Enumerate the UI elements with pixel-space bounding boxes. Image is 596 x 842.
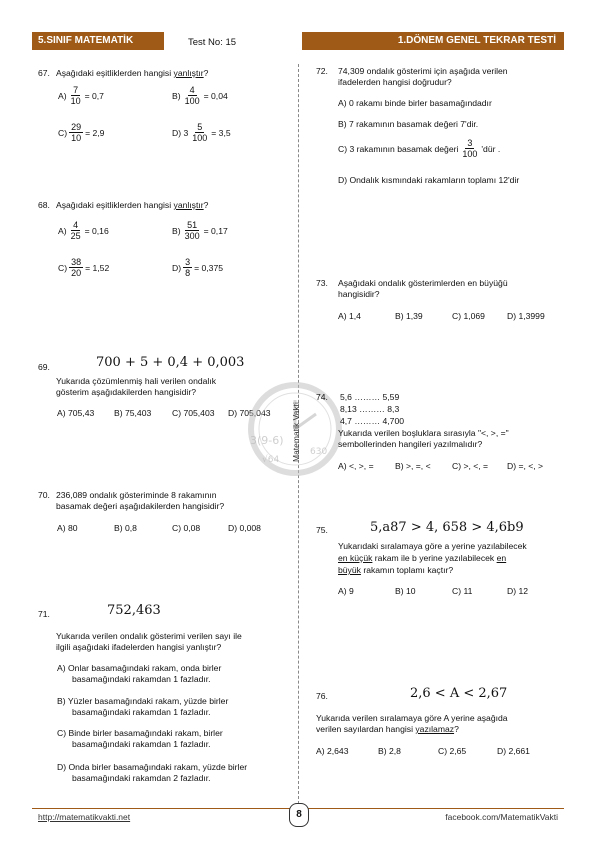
question-line-2: ilgili aşağıdaki ifadelerden hangisi yanlıştır?: [56, 642, 222, 652]
option-label: C): [58, 262, 68, 273]
header-title: 1.DÖNEM GENEL TEKRAR TESTİ: [302, 32, 564, 50]
denominator: 10: [70, 96, 81, 106]
question-number: 70.: [38, 490, 50, 500]
question-line-2: verilen sayılardan hangisi yazılamaz?: [316, 724, 459, 734]
question-text: Aşağıdaki eşitliklerden hangisi yanlıştır?: [56, 68, 209, 78]
question-text-emphasis: yanlıştır: [173, 68, 204, 78]
option-b[interactable]: B) 75,403: [114, 408, 152, 418]
question-number: 76.: [316, 691, 328, 701]
expression: 5,a87 > 4, 658 > 4,6b9: [370, 520, 524, 535]
option-d[interactable]: D) 1,3999: [507, 311, 545, 321]
option-d[interactable]: D) Ondalık kısmındaki rakamların toplamı 12'dir: [338, 175, 520, 185]
option-a[interactable]: A) 705,43: [57, 408, 95, 418]
option-value: = 0,04: [203, 90, 228, 101]
question-text-main: Aşağıdaki eşitliklerden hangisi: [56, 68, 172, 78]
whole-part: 3: [183, 127, 189, 138]
emphasis-largest: büyük: [338, 565, 361, 575]
fraction: [69, 220, 83, 241]
question-line-1: 74,309 ondalık gösterimi için aşağıda verilen: [338, 66, 508, 76]
line-text: rakam ile b yerine yazılabilecek: [374, 553, 495, 563]
question-line-1: Yukarıda verilen ondalık gösterimi verilen sayı ile: [56, 631, 242, 641]
option-b[interactable]: B) 0,8: [114, 523, 137, 533]
question-line-1: Aşağıdaki ondalık gösterimlerden en büyüğü: [338, 278, 508, 288]
option-a[interactable]: A) Onlar basamağındaki rakam, onda birler: [57, 663, 222, 673]
denominator: 10: [71, 133, 82, 143]
question-line-2: hangisidir?: [338, 289, 380, 299]
option-c[interactable]: [58, 257, 109, 278]
option-a[interactable]: A) 9: [338, 586, 354, 596]
option-b[interactable]: B) 1,39: [395, 311, 423, 321]
option-c[interactable]: C) 2,65: [438, 746, 467, 756]
option-value: = 0,375: [194, 262, 224, 273]
question-text-emphasis: yanlıştır: [173, 200, 204, 210]
option-a-cont: basamağındaki rakamdan 1 fazladır.: [72, 674, 211, 684]
numerator: 3: [185, 257, 191, 267]
option-b[interactable]: B) 2,8: [378, 746, 401, 756]
option-value: = 2,9: [85, 127, 105, 138]
fraction: [69, 257, 83, 278]
question-number: 74.: [316, 392, 328, 402]
header-subject: 5.SINIF MATEMATİK: [32, 32, 164, 50]
question-line-1: Yukarıda çözümlenmiş hali verilen ondalık: [56, 376, 217, 386]
option-label: C): [58, 127, 68, 138]
fraction: [69, 122, 83, 143]
numerator: 5: [197, 122, 203, 132]
option-a[interactable]: A) 0 rakamı binde birler basamağındadır: [338, 98, 492, 108]
denominator: 300: [184, 231, 200, 241]
option-b[interactable]: B) 7 rakamının basamak değeri 7'dir.: [338, 119, 479, 129]
denominator: 100: [462, 149, 478, 159]
option-b[interactable]: B) >, =, <: [395, 461, 431, 471]
numerator: 38: [71, 257, 82, 267]
expression: 2,6 < A < 2,67: [410, 686, 508, 701]
footer-website-link[interactable]: http://matematikvakti.net: [38, 812, 131, 822]
denominator: 100: [184, 96, 200, 106]
option-d[interactable]: D) 12: [507, 586, 529, 596]
option-value: = 3,5: [211, 127, 231, 138]
question-number: 73.: [316, 278, 328, 288]
question-text-main: Aşağıdaki eşitliklerden hangisi: [56, 200, 172, 210]
option-d[interactable]: D) 0,008: [228, 523, 261, 533]
numerator: 3: [467, 138, 473, 148]
option-value: = 0,16: [84, 225, 109, 236]
option-b[interactable]: [172, 85, 228, 106]
fraction: [69, 85, 83, 106]
option-d[interactable]: D) Onda birler basamağındaki rakam, yüzde birler: [57, 762, 248, 772]
option-label: A): [58, 225, 67, 236]
fraction: [460, 138, 479, 159]
svg-text:630: 630: [310, 447, 328, 457]
numerator: 7: [73, 85, 79, 95]
option-a[interactable]: A) 80: [57, 523, 78, 533]
option-c[interactable]: C) 0,08: [172, 523, 201, 533]
option-d[interactable]: D) 705,043: [228, 408, 271, 418]
emphasis-cannot: yazılamaz: [415, 724, 455, 734]
option-c-cont: basamağındaki rakamdan 1 fazladır.: [72, 739, 211, 749]
question-line-2: basamak değeri aşağıdakilerden hangisidir?: [56, 501, 225, 511]
option-label: A): [58, 90, 67, 101]
option-a[interactable]: A) 2,643: [316, 746, 349, 756]
question-number: 71.: [38, 609, 50, 619]
watermark-label: Matematik Vakti: [291, 402, 301, 462]
test-number: Test No: 15: [188, 37, 237, 48]
option-b[interactable]: B) Yüzler basamağındaki rakam, yüzde birler: [57, 696, 229, 706]
denominator: 8: [185, 268, 191, 278]
footer-social: facebook.com/MatematikVakti: [445, 812, 558, 822]
option-d[interactable]: D) =, <, >: [507, 461, 544, 471]
option-d[interactable]: [172, 122, 231, 143]
option-label: D): [172, 262, 182, 273]
emphasis-smallest: en küçük: [338, 553, 373, 563]
option-b-cont: basamağındaki rakamdan 1 fazladır.: [72, 707, 211, 717]
question-line-1: Yukarıdaki sıralamaya göre a yerine yazılabilecek: [338, 541, 527, 551]
option-b[interactable]: B) 10: [395, 586, 416, 596]
option-d[interactable]: D) 2,661: [497, 746, 530, 756]
watermark-logo: [240, 374, 350, 484]
svg-text:√64: √64: [262, 455, 280, 465]
question-line-2: ifadelerden hangisi doğrudur?: [338, 77, 452, 87]
question-line-2: gösterim aşağıdakilerden hangisidir?: [56, 387, 196, 397]
option-c[interactable]: [338, 138, 500, 159]
numerator: 51: [187, 220, 198, 230]
option-b[interactable]: [172, 220, 228, 241]
expression: 700 + 5 + 0,4 + 0,003: [96, 355, 245, 370]
fraction: [183, 257, 192, 278]
question-line-2: sembollerinden hangileri yazılmalıdır?: [338, 439, 483, 449]
option-c[interactable]: C) >, <, =: [452, 461, 489, 471]
option-c[interactable]: C) 11: [452, 586, 473, 596]
option-c[interactable]: C) Binde birler basamağındaki rakam, birler: [57, 728, 223, 738]
question-text: Aşağıdaki eşitliklerden hangisi yanlıştır?: [56, 200, 209, 210]
option-value: = 1,52: [85, 262, 110, 273]
option-c[interactable]: C) 1,069: [452, 311, 485, 321]
option-a[interactable]: A) <, >, =: [338, 461, 374, 471]
option-text-end: 'dür .: [481, 143, 501, 154]
option-label: D): [172, 127, 182, 138]
comparison-row-3: 4,7 ……… 4,700: [340, 416, 405, 426]
numerator: 4: [189, 85, 195, 95]
question-line-1: 236,089 ondalık gösteriminde 8 rakamının: [56, 490, 217, 500]
svg-text:3(9-6): 3(9-6): [250, 434, 284, 447]
expression: 752,463: [107, 603, 161, 618]
line-text: rakamın toplamı kaçtır?: [363, 565, 454, 575]
comparison-row-2: 8,13 ……… 8,3: [340, 404, 400, 414]
numerator: 29: [71, 122, 82, 132]
numerator: 4: [73, 220, 79, 230]
option-a[interactable]: A) 1,4: [338, 311, 361, 321]
question-number: 69.: [38, 362, 50, 372]
fraction: [183, 85, 202, 106]
denominator: 20: [71, 268, 82, 278]
option-d[interactable]: [172, 257, 223, 278]
denominator: 25: [70, 231, 81, 241]
option-value: = 0,17: [203, 225, 228, 236]
question-number: 68.: [38, 200, 50, 210]
option-label: B): [172, 90, 181, 101]
option-c[interactable]: [58, 122, 104, 143]
option-label: B): [172, 225, 181, 236]
question-number: 75.: [316, 525, 328, 535]
option-value: = 0,7: [84, 90, 104, 101]
option-text: C) 3 rakamının basamak değeri: [338, 143, 459, 154]
question-number: 67.: [38, 68, 50, 78]
option-d-cont: basamağındaki rakamdan 2 fazladır.: [72, 773, 211, 783]
page-number: 8: [289, 803, 309, 827]
option-a[interactable]: [58, 85, 104, 106]
fraction: [183, 220, 202, 241]
line-text: verilen sayılardan hangisi: [316, 724, 413, 734]
question-number: 72.: [316, 66, 328, 76]
question-line-3: [338, 565, 453, 575]
fraction: [190, 122, 209, 143]
denominator: 100: [192, 133, 208, 143]
emphasis-en: en: [496, 553, 507, 563]
option-c[interactable]: C) 705,403: [172, 408, 215, 418]
question-line-1: Yukarıda verilen sıralamaya göre A yerine aşağıda: [316, 713, 508, 723]
question-line-2: [338, 553, 506, 563]
comparison-row-1: 5,6 ……… 5,59: [340, 392, 400, 402]
option-a[interactable]: [58, 220, 109, 241]
question-line-1: Yukarıda verilen boşluklara sırasıyla "<, >, =": [338, 428, 509, 438]
